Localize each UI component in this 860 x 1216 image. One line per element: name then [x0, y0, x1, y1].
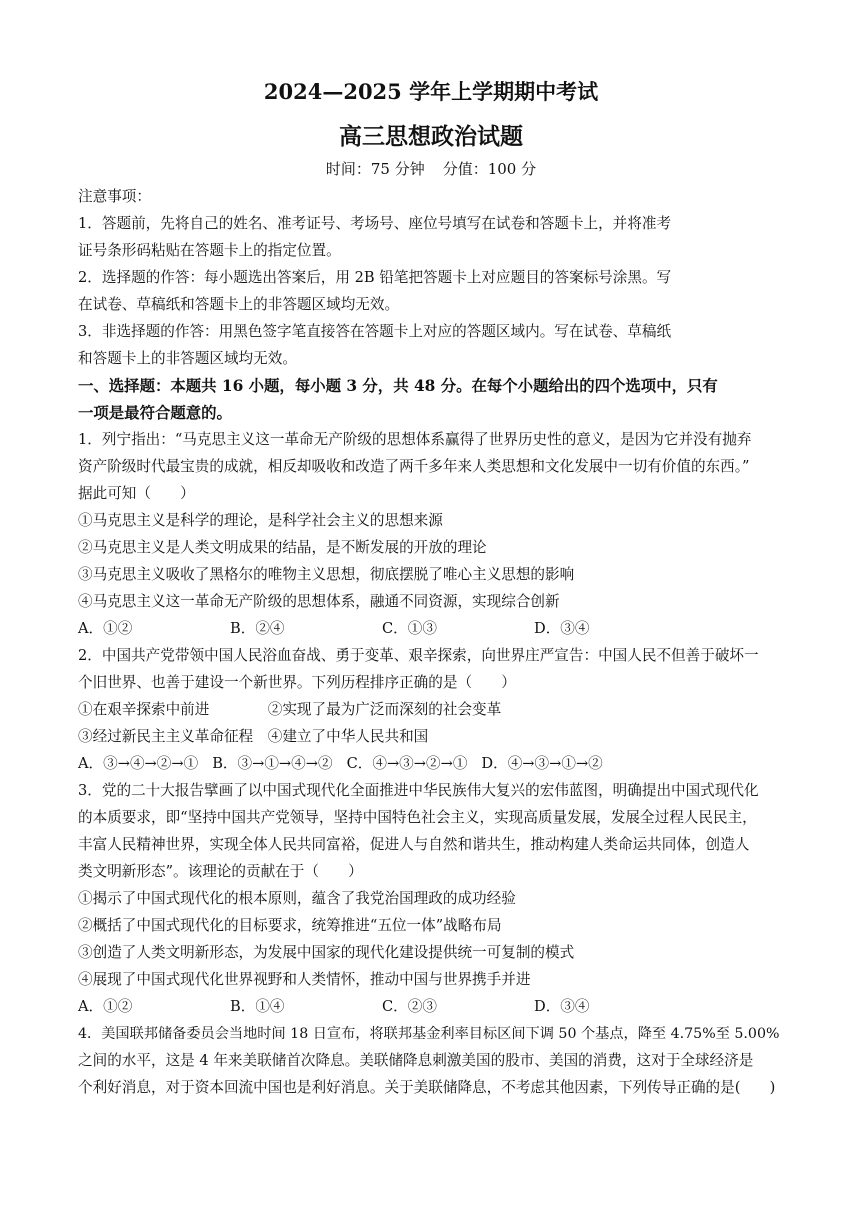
- question-stem: 个利好消息，对于资本回流中国也是利好消息。关于美联储降息，不考虑其他因素，下列传导正确的是( ): [78, 1079, 776, 1096]
- option-a: A．③→④→②→①: [78, 755, 199, 772]
- option-a: A．①②: [78, 998, 133, 1015]
- score-label: 分值：100 分: [442, 160, 537, 178]
- question-item: ①在艰辛探索中前进 ②实现了最为广泛而深刻的社会变革: [78, 701, 502, 718]
- option-d: D．③④: [534, 620, 590, 637]
- question-stem: 4．美国联邦储备委员会当地时间 18 日宣布，将联邦基金利率目标区间下调 50 个基点，降至 4.75%至 5.00%: [78, 1026, 780, 1042]
- question-stem: 资产阶级时代最宝贵的成就，相反却吸收和改造了两千多年来人类思想和文化发展中一切有价值的东西。”: [78, 458, 750, 475]
- question-item: ②马克思主义是人类文明成果的结晶，是不断发展的开放的理论: [78, 539, 487, 556]
- option-b: B．①④: [230, 998, 285, 1015]
- question-item: ④展现了中国式现代化世界视野和人类情怀，推动中国与世界携手并进: [78, 971, 531, 988]
- notice-line: 3．非选择题的作答：用黑色签字笔直接答在答题卡上对应的答题区域内。写在试卷、草稿纸: [78, 323, 672, 340]
- notice-line: 在试卷、草稿纸和答题卡上的非答题区域均无效。: [78, 296, 400, 313]
- question-stem: 的本质要求，即“坚持中国共产党领导，坚持中国特色社会主义，实现高质量发展，发展全过程人民民主，: [78, 809, 757, 826]
- option-d: D．③④: [534, 998, 590, 1015]
- option-c: C．④→③→②→①: [346, 755, 468, 772]
- option-c: C．②③: [382, 998, 437, 1015]
- question-stem: 2．中国共产党带领中国人民浴血奋战、勇于变革、艰辛探索，向世界庄严宣告：中国人民不但善于破坏一: [78, 647, 759, 664]
- question-stem: 个旧世界、也善于建设一个新世界。下列历程排序正确的是（ ）: [78, 674, 516, 691]
- notice-line: 证号条形码粘贴在答题卡上的指定位置。: [78, 242, 341, 259]
- question-item: ④马克思主义这一革命无产阶级的思想体系，融通不同资源，实现综合创新: [78, 593, 560, 610]
- option-d: D．④→③→①→②: [481, 755, 603, 772]
- answer-options: [78, 755, 784, 773]
- notice-line: 1．答题前，先将自己的姓名、准考证号、考场号、座位号填写在试卷和答题卡上，并将准考: [78, 215, 672, 232]
- question-item: ③马克思主义吸收了黑格尔的唯物主义思想，彻底摆脱了唯心主义思想的影响: [78, 566, 575, 583]
- time-label: 时间：75 分钟: [325, 160, 425, 178]
- option-c: C．①③: [382, 620, 437, 637]
- question-item: ③创造了人类文明新形态，为发展中国家的现代化建设提供统一可复制的模式: [78, 944, 575, 961]
- question-stem: 3．党的二十大报告擘画了以中国式现代化全面推进中华民族伟大复兴的宏伟蓝图，明确提出中国式现代化: [78, 782, 759, 799]
- question-stem: 1．列宁指出：“马克思主义这一革命无产阶级的思想体系赢得了世界历史性的意义，是因为它并没有抛弃: [78, 431, 752, 448]
- exam-subtitle: 高三思想政治试题: [339, 123, 523, 150]
- question-item: ②概括了中国式现代化的目标要求，统筹推进“五位一体”战略布局: [78, 917, 502, 934]
- section-heading: 一、选择题：本题共 16 小题，每小题 3 分，共 48 分。在每个小题给出的四个选项中，只有: [78, 377, 718, 395]
- section-heading: 一项是最符合题意的。: [78, 404, 232, 422]
- question-stem: 之间的水平，这是 4 年来美联储首次降息。美联储降息刺激美国的股市、美国的消费，这对于全球经济是: [78, 1052, 754, 1069]
- question-item: ③经过新民主主义革命征程 ④建立了中华人民共和国: [78, 728, 429, 745]
- question-item: ①马克思主义是科学的理论，是科学社会主义的思想来源: [78, 512, 443, 529]
- question-stem: 丰富人民精神世界，实现全体人民共同富裕，促进人与自然和谐共生，推动构建人类命运共同体，创造人: [78, 836, 750, 853]
- question-item: ①揭示了中国式现代化的根本原则，蕴含了我党治国理政的成功经验: [78, 890, 516, 907]
- question-stem: 据此可知（ ）: [78, 485, 195, 502]
- option-b: B．②④: [230, 620, 285, 637]
- exam-title: 2024—2025 学年上学期期中考试: [263, 79, 599, 104]
- question-stem: 类文明新形态”。该理论的贡献在于（ ）: [78, 863, 363, 880]
- exam-meta: [78, 158, 784, 179]
- answer-options: [78, 998, 784, 1016]
- notice-heading: 注意事项：: [78, 188, 151, 205]
- option-b: B．③→①→④→②: [212, 755, 333, 772]
- answer-options: [78, 620, 784, 638]
- notice-line: 和答题卡上的非答题区域均无效。: [78, 350, 297, 367]
- notice-line: 2．选择题的作答：每小题选出答案后，用 2B 铅笔把答题卡上对应题目的答案标号涂黑。写: [78, 269, 672, 286]
- option-a: A．①②: [78, 620, 133, 637]
